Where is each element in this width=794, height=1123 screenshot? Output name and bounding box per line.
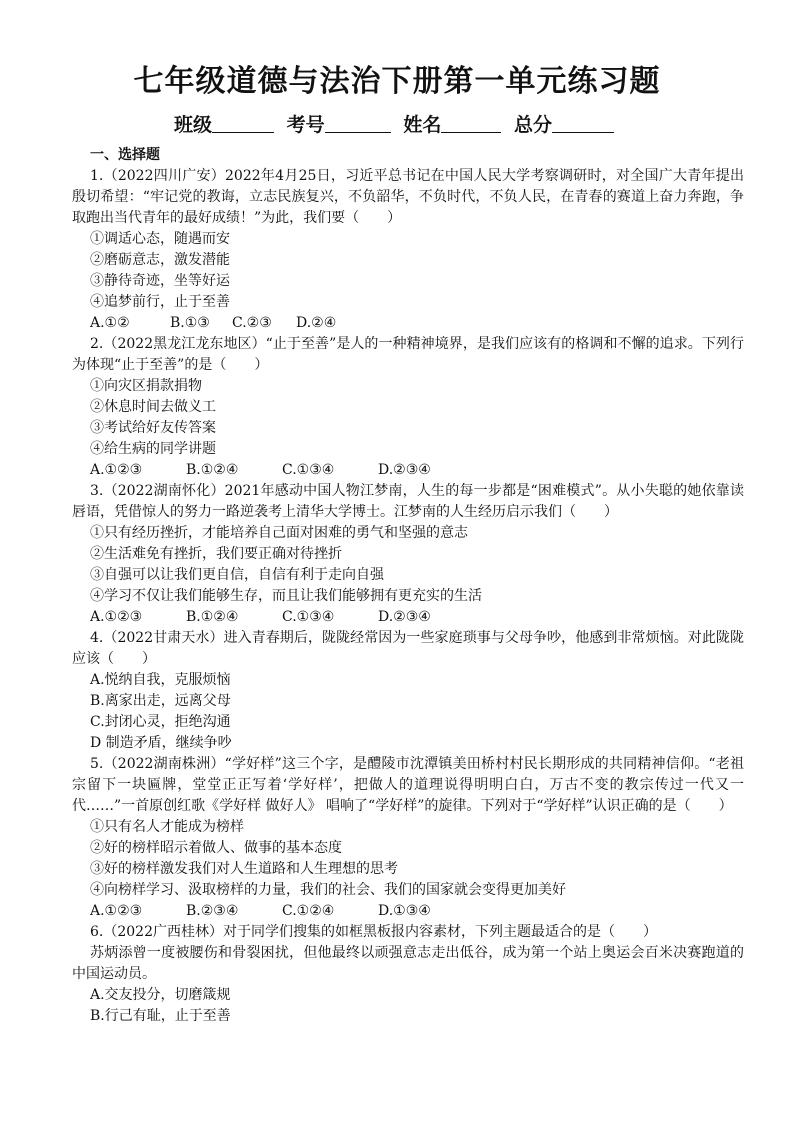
class-blank[interactable] [212,112,274,133]
choice-c: C.①③④ [282,609,335,625]
option-item: ④追梦前行，止于至善 [90,294,230,310]
choice-b: B.①②④ [186,609,239,625]
choice-c: C.①②④ [282,903,335,919]
option-item: ③考试给好友传答案 [90,420,216,436]
question-stem: 4.（2022甘肃天水）进入青春期后，陇陇经常因为一些家庭琐事与父母争吵，他感到非常烦恼。对此陇陇应该（ ） [72,630,744,667]
number-label: 考号 [286,114,325,136]
option-item: ①只有经历挫折，才能培养自己面对困难的勇气和坚强的意志 [90,525,468,541]
question-material: 苏炳添曾一度被腰伤和骨裂困扰，但他最终以顽强意志走出低谷，成为第一个站上奥运会百米决赛跑道的中国运动员。 [72,945,744,982]
option-item: B.离家出走，远离父母 [90,693,231,709]
option-item: ②休息时间去做义工 [90,399,216,415]
choice-d: D.②④ [296,315,337,331]
choice-b: B.①③ [170,315,210,331]
class-label: 班级 [174,114,213,136]
answer-choices [72,313,744,334]
page-title: 七年级道德与法治下册第一单元练习题 [133,64,661,99]
option-item: A.悦纳自我，克服烦恼 [90,672,231,688]
question-stem: 1.（2022四川广安）2022年4月25日，习近平总书记在中国人民大学考察调研时，对全国广大青年提出殷切希望：“牢记党的教诲，立志民族复兴，不负韶华，不负时代，不负人民，在青春的赛道上奋力奔跑，争取跑出当代青年的最好成绩！”为此，我们要（ ） [72,168,744,226]
option-item: ①向灾区捐款捐物 [90,378,202,394]
choice-a: A.①②③ [90,903,143,919]
choice-b: B.①②④ [186,462,239,478]
option-item: ③自强可以让我们更自信，自信有利于走向自强 [90,567,384,583]
section-title: 一、选择题 [90,147,160,163]
choice-c: C.①③④ [282,462,335,478]
option-item: ④向榜样学习、汲取榜样的力量，我们的社会、我们的国家就会变得更加美好 [90,882,566,898]
option-item: ②磨砺意志，激发潜能 [90,252,230,268]
score-blank[interactable] [552,112,614,133]
choice-b: B.②③④ [186,903,239,919]
number-blank[interactable] [325,112,391,133]
option-item: ③静待奇迹，坐等好运 [90,273,230,289]
answer-choices [72,460,744,481]
option-item: D 制造矛盾，继续争吵 [90,735,232,751]
choice-d: D.②③④ [378,462,431,478]
choice-d: D.②③④ [378,609,431,625]
option-item: ①只有名人才能成为榜样 [90,819,244,835]
option-item: B.行己有耻，止于至善 [90,1008,231,1024]
option-item: ②好的榜样昭示着做人、做事的基本态度 [90,840,342,856]
option-item: ②生活难免有挫折，我们要正确对待挫折 [90,546,342,562]
option-item: ①调适心态，随遇而安 [90,231,230,247]
answer-choices [72,607,744,628]
score-label: 总分 [513,114,552,136]
student-info-line [0,112,794,138]
option-item: A.交友投分，切磨箴规 [90,987,231,1003]
option-item: ④给生病的同学讲题 [90,441,216,457]
answer-choices [72,901,744,922]
choice-c: C.②③ [232,315,272,331]
option-item: ④学习不仅让我们能够生存，而且让我们能够拥有更充实的生活 [90,588,482,604]
name-label: 姓名 [403,114,442,136]
choice-d: D.①③④ [378,903,431,919]
name-blank[interactable] [441,112,501,133]
question-stem: 3.（2022湖南怀化）2021年感动中国人物江梦南，人生的每一步都是“困难模式”。从小失聪的她依靠读唇语，凭借惊人的努力一路逆袭考上清华大学博士。江梦南的人生经历启示我们（ ） [72,483,744,520]
choice-a: A.①②③ [90,609,143,625]
question-stem: 2.（2022黑龙江龙东地区）“止于至善”是人的一种精神境界，是我们应该有的格调和不懈的追求。下列行为体现“止于至善”的是（ ） [72,336,744,373]
option-item: C.封闭心灵，拒绝沟通 [90,714,231,730]
choice-a: A.①②③ [90,462,143,478]
question-stem: 6.（2022广西桂林）对于同学们搜集的如框黑板报内容素材，下列主题最适合的是（ ） [90,924,657,940]
choice-a: A.①② [90,315,130,331]
option-item: ③好的榜样激发我们对人生道路和人生理想的思考 [90,861,398,877]
question-list [72,145,744,1027]
question-stem: 5.（2022湖南株洲）“学好样”这三个字，是醴陵市沈潭镇美田桥村村民长期形成的共同精神信仰。“老祖宗留下一块匾牌，堂堂正正写着‘学好样’，把做人的道理说得明明白白，万古不变的教宗传过一代又一代……”一首原创红歌《学好样 做好人》 唱响了“学好样”的旋律。下列对于“学好样”认识正确的是（ ） [72,756,744,814]
